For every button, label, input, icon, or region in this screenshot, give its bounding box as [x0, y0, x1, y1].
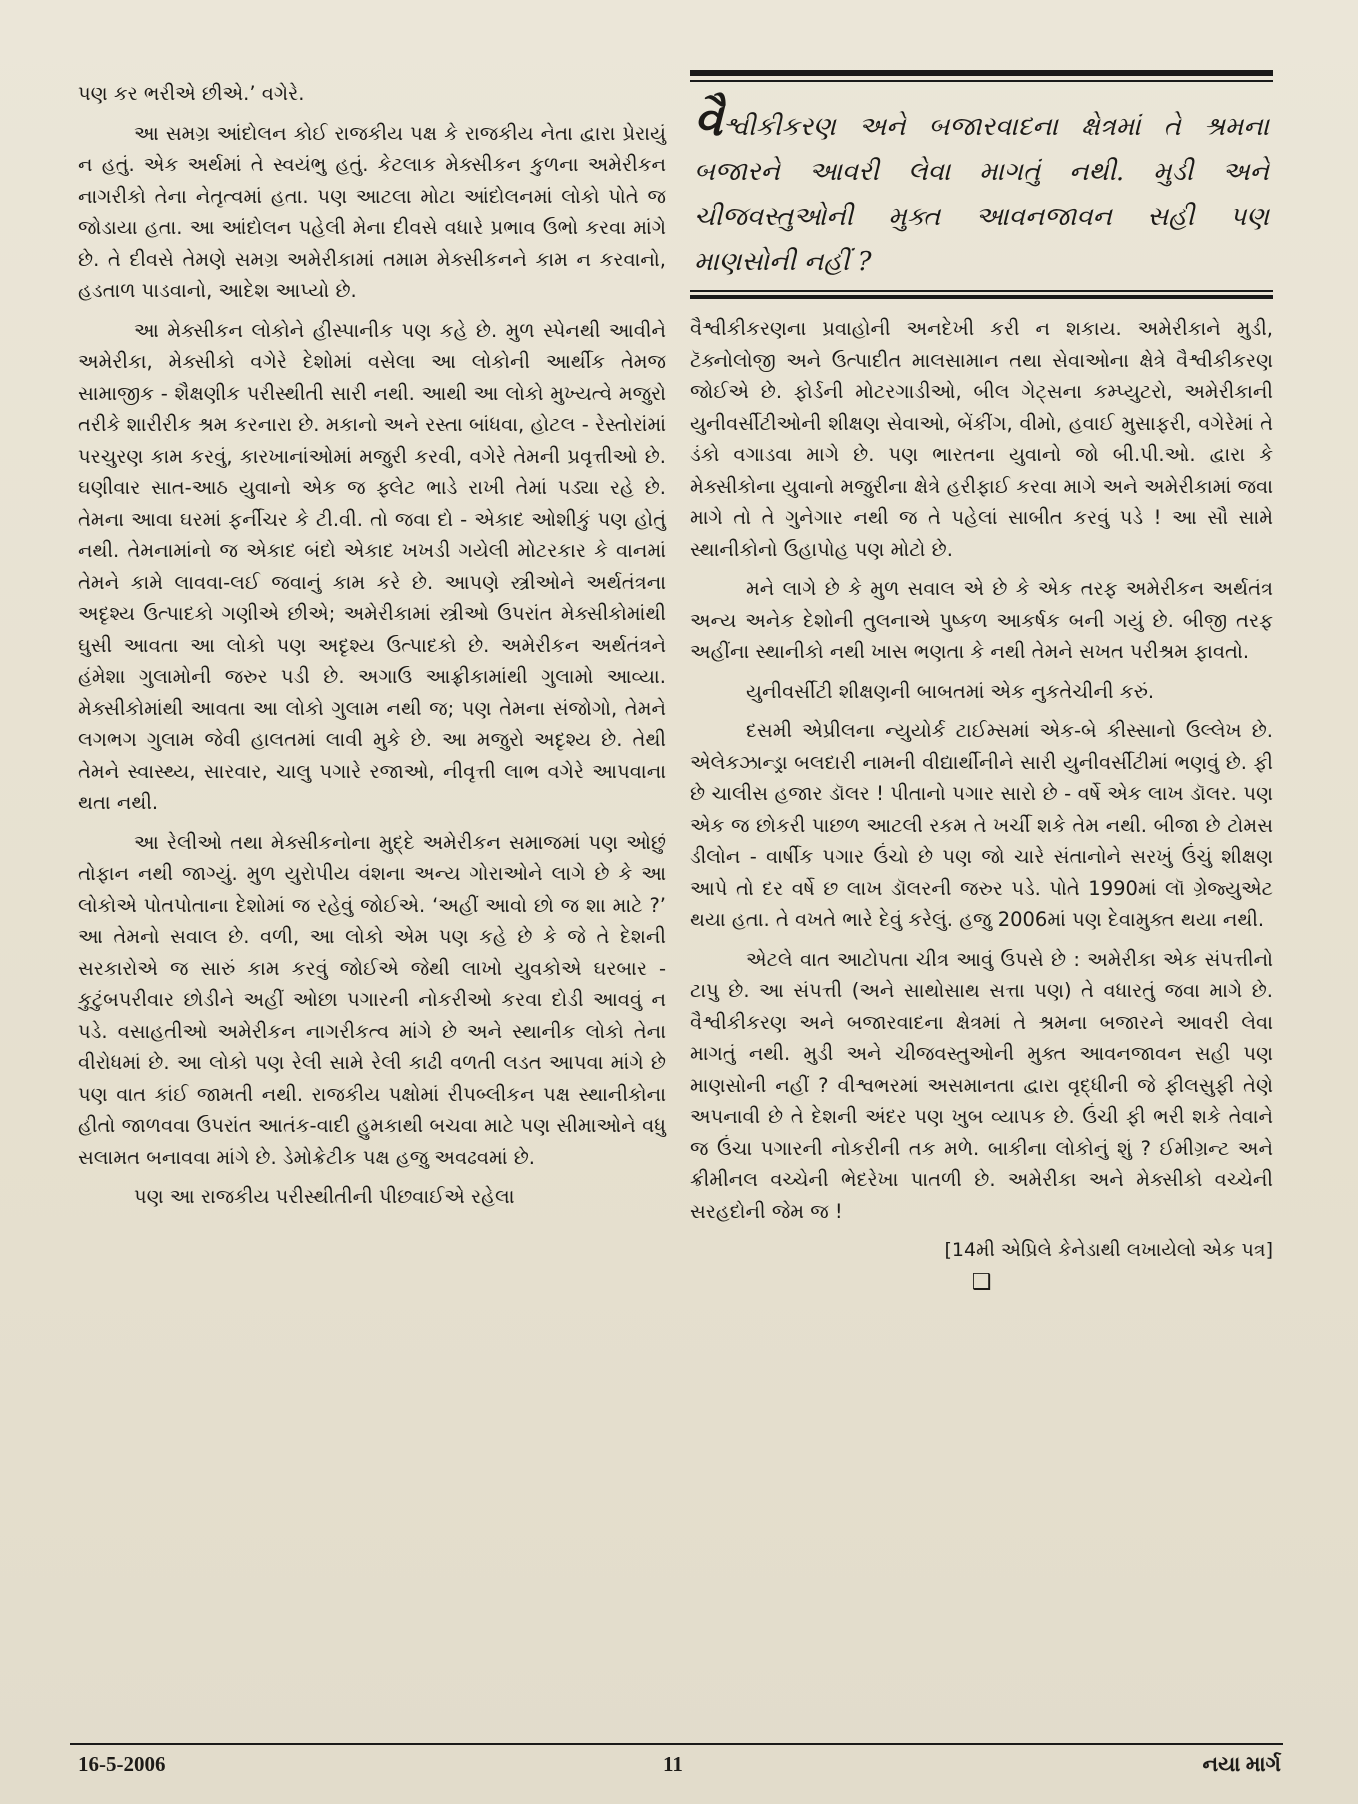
pull-quote-dropcap: વૈ: [694, 92, 723, 146]
paragraph: પણ આ રાજકીય પરીસ્થીતીની પીછવાઈએ રહેલા: [134, 1185, 515, 1208]
paragraph: દસમી એપ્રીલના ન્યુયોર્ક ટાઈમ્સમાં એક-બે કીસ્સાનો ઉલ્લેખ છે. એલેકઝાન્ડ્રા બલદારી નામની વીદ્યાર્થીનીને સારી યુનીવર્સીટીમાં ભણવું છે. ફી છે ચાલીસ હજાર ડૉલર ! પીતાનો પગાર સારો છે - વર્ષે એક લાખ ડૉલર. પણ એક જ છોકરી પાછળ આટલી રકમ તે ખર્ચી શકે તેમ નથી. બીજા છે ટોમસ ડીલોન - વાર્ષીક પગાર ઉંચો છે પણ જો ચારે સંતાનોને સરખું ઉંચું શીક્ષણ આપે તો દર વર્ષે છ લાખ ડૉલરની જરુર પડે. પોતે 1990માં લૉ ગ્રેજ્યુએટ થયા હતા. તે વખતે ભારે દેવું કરેલું. હજુ 2006માં પણ દેવામુક્ત થયા નથી.: [690, 719, 1273, 931]
paragraph: પણ કર ભરીએ છીએ.’ વગેરે.: [78, 82, 305, 105]
issue-date: 16-5-2006: [78, 1752, 166, 1776]
paragraph: આ રેલીઓ તથા મેક્સીકનોના મુદ્દે અમેરીકન સમાજમાં પણ ઓછું તોફાન નથી જાગ્યું. મુળ યુરોપીય વંશના અન્ય ગોરાઓને લાગે છે કે આ લોકોએ પોતપોતાના દેશોમાં જ રહેવું જોઈએ. ‘અહીં આવો છો જ શા માટે ?’ આ તેમનો સવાલ છે. વળી, આ લોકો એમ પણ કહે છે કે જે તે દેશની સરકારોએ જ સારું કામ કરવું જોઈએ જેથી લાખો યુવકોએ ઘરબાર - કુટુંબપરીવાર છોડીને અહીં ઓછા પગારની નોકરીઓ કરવા દોડી આવવું ન પડે. વસાહતીઓ અમેરીકન નાગરીકત્વ માંગે છે અને સ્થાનીક લોકો તેના વીરોધમાં છે. આ લોકો પણ રેલી સામે રેલી કાઢી વળતી લડત આપવા માંગે છે પણ વાત કાંઈ જામતી નથી. રાજકીય પક્ષોમાં રીપબ્લીકન પક્ષ સ્થાનીકોના હીતો જાળવવા ઉપરાંત આતંક-વાદી હુમકાથી બચવા માટે પણ સીમાઓને વધુ સલામત બનાવવા માંગે છે. ડેમોક્રેટીક પક્ષ હજુ અવઢવમાં છે.: [78, 830, 666, 1169]
pull-quote-text: [694, 92, 1269, 285]
paragraph: આ મેક્સીકન લોકોને હીસ્પાનીક પણ કહે છે. મુળ સ્પેનથી આવીને અમેરીકા, મેક્સીકો વગેરે દેશોમાં વસેલા આ લોકોની આર્થીક તેમજ સામાજીક - શૈક્ષણીક પરીસ્થીતી સારી નથી. આથી આ લોકો મુખ્યત્વે મજુરો તરીકે શારીરીક શ્રમ કરનારા છે. મકાનો અને રસ્તા બાંધવા, હોટલ - રેસ્તોરાંમાં પરચુરણ કામ કરવું, કારખાનાંઓમાં મજુરી કરવી, વગેરે તેમની પ્રવૃત્તીઓ છે. ઘણીવાર સાત-આઠ યુવાનો એક જ ફ્લેટ ભાડે રાખી તેમાં પડ્યા રહે છે. તેમના આવા ઘરમાં ફર્નીચર કે ટી.વી. તો જવા દો - એકાદ ઓશીકું પણ હોતું નથી. તેમનામાંનો જ એકાદ બંદો એકાદ ખખડી ગયેલી મોટરકાર કે વાનમાં તેમને કામે લાવવા-લઈ જવાનું કામ કરે છે. આપણે સ્ત્રીઓને અર્થતંત્રના અદૃશ્ય ઉત્પાદકો ગણીએ છીએ; અમેરીકામાં સ્ત્રીઓ ઉપરાંત મેક્સીકોમાંથી ઘુસી આવતા આ લોકો પણ અદૃશ્ય ઉત્પાદકો છે. અમેરીકન અર્થતંત્રને હંમેશા ગુલામોની જરુર પડી છે. અગાઉ આફ્રીકામાંથી ગુલામો આવ્યા. મેક્સીકોમાંથી આવતા આ લોકો ગુલામ નથી જ; પણ તેમના સંજોગો, તેમને લગભગ ગુલામ જેવી હાલતમાં લાવી મુકે છે. આ મજુરો અદૃશ્ય છે. તેથી તેમને સ્વાસ્થ્ય, સારવાર, ચાલુ પગારે રજાઓ, નીવૃત્તી લાભ વગેરે આપવાના થતા નથી.: [78, 318, 667, 814]
paragraph: એટલે વાત આટોપતા ચીત્ર આવું ઉપસે છે : અમેરીકા એક સંપત્તીનો ટાપુ છે. આ સંપત્તી (અને સાથોસાથ સત્તા પણ) તે વધારતું જવા માગે છે. વૈશ્વીકીકરણ અને બજારવાદના ક્ષેત્રમાં તે શ્રમના બજારને આવરી લેવા માગતું નથી. મુડી અને ચીજવસ્તુઓની મુક્ત આવનજાવન સહી પણ માણસોની નહીં ? વીશ્વભરમાં અસમાનતા દ્વારા વૃદ્ધીની જે ફીલસુફી તેણે અપનાવી છે તે દેશની અંદર પણ ખુબ વ્યાપક છે. ઉંચી ફી ભરી શકે તેવાને જ ઉંચા પગારની નોકરીની તક મળે. બાકીના લોકોનું શું ? ઈમીગ્રન્ટ અને ક્રીમીનલ વચ્ચેની ભેદરેખા પાતળી છે. અમેરીકા અને મેક્સીકો વચ્ચેની સરહદોની જેમ જ !: [690, 947, 1273, 1223]
page-number: 11: [663, 1752, 683, 1776]
right-column-body: [690, 313, 1273, 1295]
magazine-name: નયા માર્ગ: [1202, 1752, 1281, 1776]
footer-rule: [70, 1743, 1283, 1745]
end-mark: ❑: [971, 1270, 992, 1295]
paragraph: મને લાગે છે કે મુળ સવાલ એ છે કે એક તરફ અમેરીકન અર્થતંત્ર અન્ય અનેક દેશોની તુલનાએ પુષ્કળ આકર્ષક બની ગયું છે. બીજી તરફ અહીંના સ્થાનીકો નથી ખાસ ભણતા કે નથી તેમને સખત પરીશ્રમ ફાવતો.: [690, 577, 1273, 663]
paragraph: વૈશ્વીકીકરણના પ્રવાહોની અનદેખી કરી ન શકાય. અમેરીકાને મુડી, ટૅક્નોલોજી અને ઉત્પાદીત માલસામાન તથા સેવાઓના ક્ષેત્રે વૈશ્વીકીકરણ જોઈએ છે. ફોર્ડની મોટરગાડીઓ, બીલ ગેટ્સના કમ્પ્યુટરો, અમેરીકાની યુનીવર્સીટીઓની શીક્ષણ સેવાઓ, બેંકીંગ, વીમો, હવાઈ મુસાફરી, વગેરેમાં તે ડંકો વગાડવા માગે છે. પણ ભારતના યુવાનો જો બી.પી.ઓ. દ્વારા કે મેક્સીકોના યુવાનો મજુરીના ક્ષેત્રે હરીફાઈ કરવા માગે અને અમેરીકામાં જવા માગે તો તે ગુનેગાર નથી જ તે પહેલાં સાબીત કરવું પડે ! આ સૌ સામે સ્થાનીકોનો ઉહાપોહ પણ મોટો છે.: [690, 317, 1273, 561]
pull-quote-body: શ્વીકીકરણ અને બજારવાદના ક્ષેત્રમાં તે શ્રમના બજારને આવરી લેવા માગતું નથી. મુડી અને ચીજવસ્તુઓની મુક્ત આવનજાવન સહી પણ માણસોની નહીં ?: [694, 112, 1269, 277]
attribution: [14મી એપ્રિલે કેનેડાથી લખાયેલો એક પત્ર]: [944, 1239, 1273, 1261]
left-column: [78, 78, 666, 1221]
right-column: [690, 70, 1273, 1295]
paragraph: આ સમગ્ર આંદોલન કોઈ રાજકીય પક્ષ કે રાજકીય નેતા દ્વારા પ્રેરાયું ન હતું. એક અર્થમાં તે સ્વયંભુ હતું. કેટલાક મેક્સીકન કુળના અમેરીકન નાગરીકો તેના નેતૃત્વમાં હતા. પણ આટલા મોટા આંદોલનમાં લોકો પોતે જ જોડાયા હતા. આ આંદોલન પહેલી મેના દીવસે વધારે પ્રભાવ ઉભો કરવા માંગે છે. તે દીવસે તેમણે સમગ્ર અમેરીકામાં તમામ મેક્સીકનને કામ ન કરવાનો, હડતાળ પાડવાનો, આદેશ આપ્યો છે.: [78, 121, 666, 302]
paragraph: યુનીવર્સીટી શીક્ષણની બાબતમાં એક નુકતેચીની કરું.: [746, 679, 1155, 703]
pull-quote: [690, 70, 1273, 299]
